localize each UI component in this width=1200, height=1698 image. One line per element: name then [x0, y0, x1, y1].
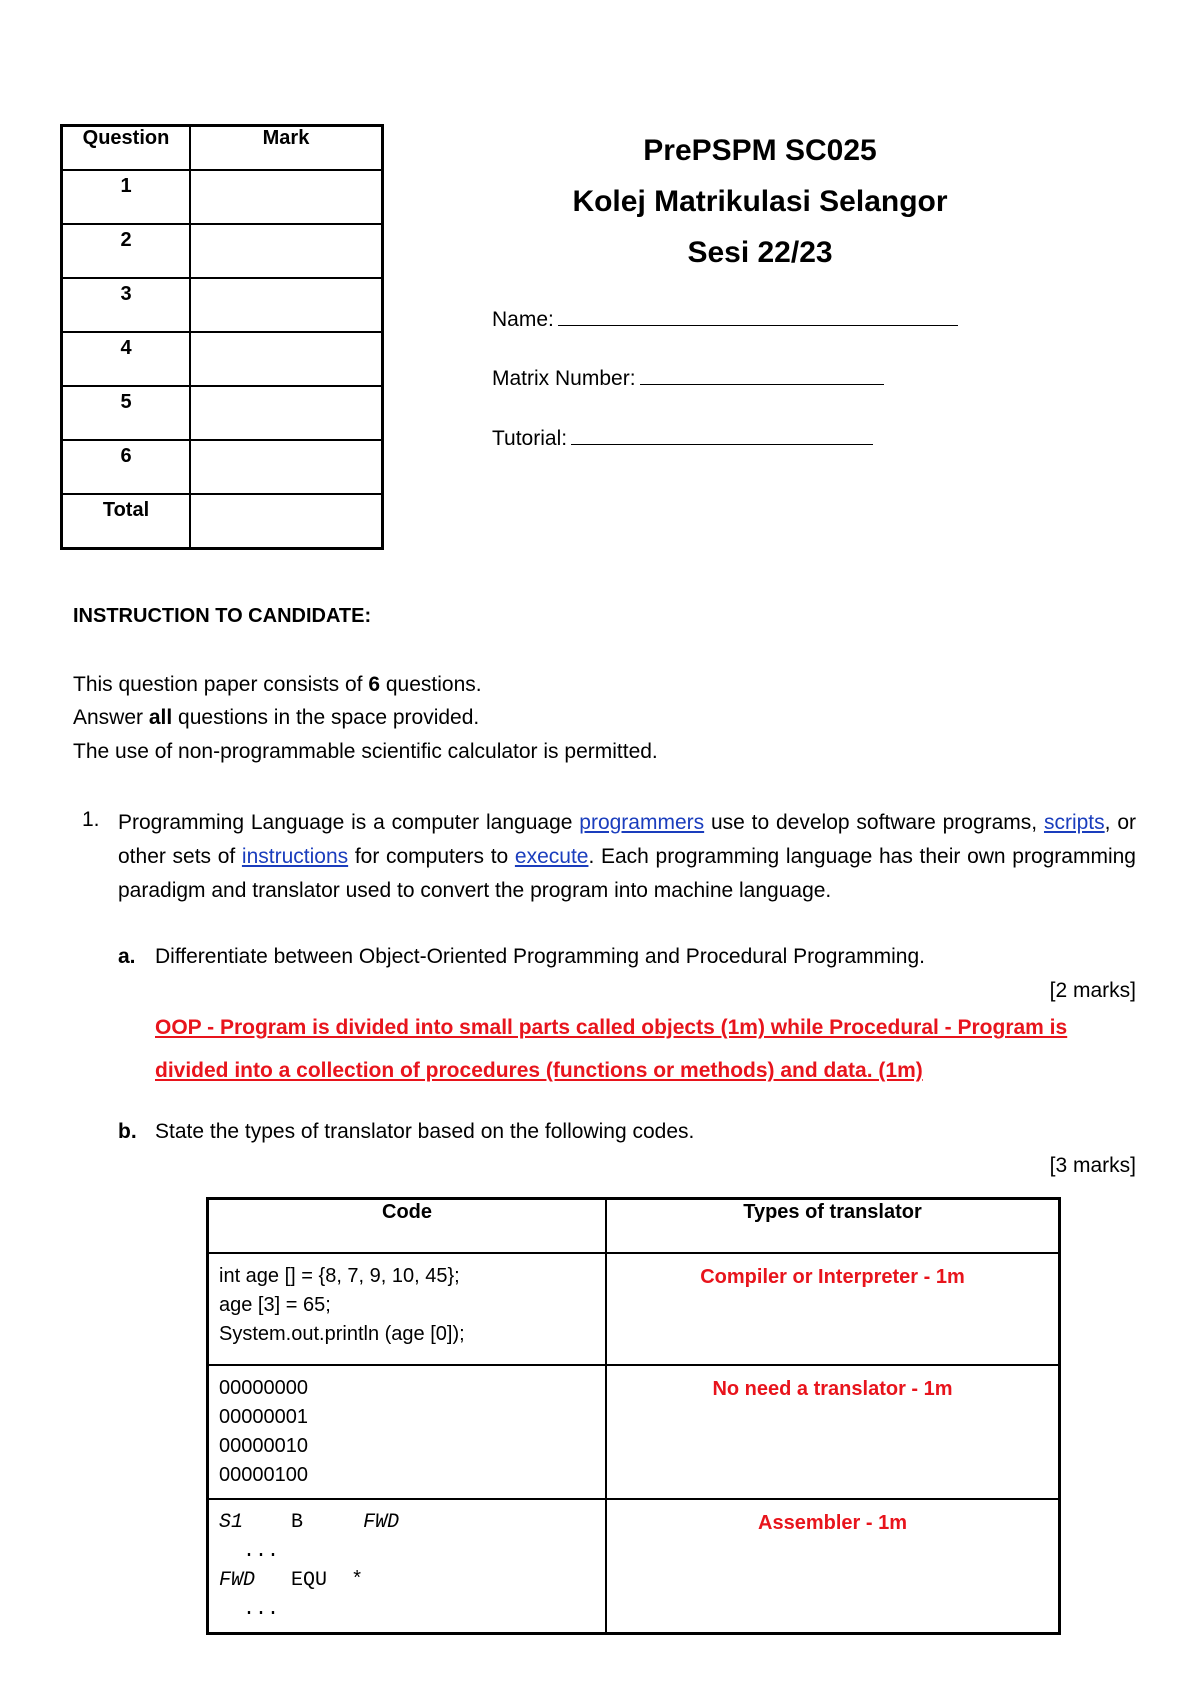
name-field — [492, 307, 958, 332]
sub-question-b-text: State the types of translator based on the following codes. — [155, 1120, 695, 1143]
matrix-number-field — [492, 366, 884, 391]
question-number: 3 — [62, 278, 191, 332]
mark-cell — [190, 170, 383, 224]
instruction-line-3: The use of non-programmable scientific calculator is permitted. — [73, 740, 658, 763]
college-name: Kolej Matrikulasi Selangor — [572, 185, 948, 218]
instruction-heading: INSTRUCTION TO CANDIDATE: — [73, 605, 372, 627]
sub-question-a-answer — [155, 1006, 1105, 1092]
answer-cell: Compiler or Interpreter - 1m — [606, 1253, 1060, 1365]
question-column-header: Question — [62, 126, 191, 171]
mark-cell — [190, 440, 383, 494]
asm-ellipsis: ... — [243, 1598, 280, 1621]
question-number: 5 — [62, 386, 191, 440]
code-cell-assembly — [208, 1499, 607, 1634]
answer-cell: No need a translator - 1m — [606, 1365, 1060, 1499]
table-row — [62, 440, 383, 494]
session-label: Sesi 22/23 — [687, 236, 833, 269]
table-row — [62, 170, 383, 224]
sub-question-a-text: Differentiate between Object-Oriented Programming and Procedural Programming. — [155, 945, 925, 968]
mark-cell — [190, 386, 383, 440]
question-1-text — [118, 806, 1136, 908]
total-mark-cell — [190, 494, 383, 549]
table-row — [208, 1365, 1060, 1499]
asm-ellipsis: ... — [243, 1540, 280, 1563]
table-row — [62, 278, 383, 332]
answer-cell: Assembler - 1m — [606, 1499, 1060, 1634]
instruction-text: questions in the space provided. — [172, 706, 480, 729]
instruction-line-2 — [73, 706, 479, 730]
instruction-text: Answer — [73, 706, 149, 729]
instructions-link[interactable]: instructions — [241, 845, 349, 868]
instruction-line-1 — [73, 673, 482, 697]
sub-question-a-letter: a. — [118, 945, 136, 968]
mark-cell — [190, 224, 383, 278]
question-count: 6 — [368, 673, 381, 696]
exam-title: PrePSPM SC025 — [643, 134, 877, 167]
total-label: Total — [62, 494, 191, 549]
mark-cell — [190, 278, 383, 332]
execute-link[interactable]: execute — [514, 845, 589, 868]
translator-column-header: Types of translator — [606, 1199, 1060, 1254]
tutorial-field — [492, 426, 873, 451]
sub-question-a-marks: [2 marks] — [1049, 979, 1136, 1002]
programmers-link[interactable]: programmers — [579, 811, 705, 834]
question-text: . Each programming language has their own programming paradigm and translator used to convert the program into machine language. — [118, 845, 1136, 902]
code-line: 00000001 — [219, 1406, 308, 1428]
sub-question-b-marks: [3 marks] — [1049, 1154, 1136, 1177]
asm-operand: * — [351, 1569, 364, 1592]
instruction-text: questions. — [380, 673, 482, 696]
table-row — [62, 386, 383, 440]
asm-label: FWD — [219, 1569, 256, 1592]
marks-table-header — [62, 126, 383, 171]
marks-table — [60, 124, 384, 550]
table-row-total — [62, 494, 383, 549]
asm-opcode: B — [291, 1511, 304, 1534]
answer-line-1: OOP - Program is divided into small parts called objects (1m) while Procedural - Program is — [155, 1016, 1068, 1039]
code-line: int age [] = {8, 7, 9, 10, 45}; — [219, 1265, 460, 1287]
code-line — [219, 1508, 595, 1537]
name-label: Name: — [492, 308, 554, 331]
question-number: 2 — [62, 224, 191, 278]
mark-cell — [190, 332, 383, 386]
code-line: System.out.println (age [0]); — [219, 1323, 465, 1345]
question-number: 1 — [62, 170, 191, 224]
question-number: 4 — [62, 332, 191, 386]
instruction-text: This question paper consists of — [73, 673, 369, 696]
question-text: use to develop software programs, — [704, 811, 1044, 834]
code-cell-java — [208, 1253, 607, 1365]
matrix-number-blank[interactable] — [640, 366, 884, 385]
table-row — [208, 1499, 1060, 1634]
answer-line-2: divided into a collection of procedures (functions or methods) and data. (1m) — [155, 1059, 923, 1082]
code-line: 00000100 — [219, 1464, 308, 1486]
table-row — [62, 332, 383, 386]
name-blank[interactable] — [558, 307, 958, 326]
asm-opcode: EQU — [291, 1569, 328, 1592]
matrix-number-label: Matrix Number: — [492, 367, 636, 390]
asm-label: S1 — [219, 1511, 244, 1534]
code-column-header: Code — [208, 1199, 607, 1254]
sub-question-b-letter: b. — [118, 1120, 137, 1143]
instruction-emphasis: all — [148, 706, 173, 729]
table-row — [62, 224, 383, 278]
question-number: 6 — [62, 440, 191, 494]
code-line: 00000000 — [219, 1377, 308, 1399]
code-line — [219, 1566, 595, 1595]
translator-table — [206, 1197, 1061, 1635]
tutorial-label: Tutorial: — [492, 427, 568, 450]
code-line — [219, 1537, 595, 1566]
code-line: age [3] = 65; — [219, 1294, 331, 1316]
tutorial-blank[interactable] — [571, 426, 873, 445]
translator-table-header — [208, 1199, 1060, 1254]
code-line — [219, 1595, 595, 1624]
question-text: Programming Language is a computer language — [118, 811, 580, 834]
question-text: , or other sets of — [118, 811, 1136, 868]
scripts-link[interactable]: scripts — [1043, 811, 1105, 834]
mark-column-header: Mark — [190, 126, 383, 171]
table-row — [208, 1253, 1060, 1365]
question-number-1: 1. — [82, 808, 100, 831]
asm-operand: FWD — [363, 1511, 400, 1534]
code-cell-binary — [208, 1365, 607, 1499]
question-text: for computers to — [348, 845, 515, 868]
code-line: 00000010 — [219, 1435, 308, 1457]
